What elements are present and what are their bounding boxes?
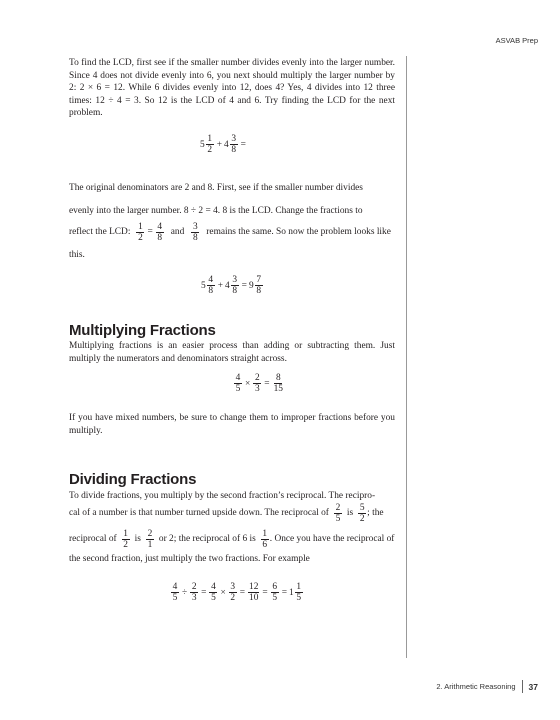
fraction: $\frac{4}{8}$ (157, 221, 163, 243)
whole-number: 5 (200, 139, 205, 150)
fraction: $\frac{12}{10}$ (249, 582, 259, 603)
text-span: and (170, 227, 185, 237)
multiplying-paragraph: Multiplying fractions is an easier process than adding or subtracting them. Just multiply the numerators and denominators straight across. (69, 341, 395, 364)
fraction: $\frac{5}{2}$ (359, 502, 365, 524)
fraction: $\frac{8}{15}$ (273, 373, 283, 394)
times-operator: × (220, 587, 226, 598)
whole-number: 5 (201, 280, 206, 291)
equals-operator: = (147, 227, 153, 237)
equals-operator: = (201, 587, 207, 598)
text-span: is (134, 534, 141, 544)
whole-number: 4 (223, 139, 229, 150)
fraction: $\frac{2}{3}$ (191, 582, 197, 603)
text-span: cal of a number is that number turned upside down. The reciprocal of (69, 508, 329, 518)
fraction: $\frac{1}{5}$ (296, 582, 302, 603)
fraction: $\frac{4}{5}$ (211, 582, 216, 603)
footer-chapter: 2. Arithmetic Reasoning (436, 682, 516, 691)
divide-operator: ÷ (182, 587, 188, 598)
equals-operator: = (262, 587, 268, 598)
equals-operator: = (241, 280, 247, 291)
lcd-problem-equation (200, 134, 248, 155)
plus-operator: + (217, 280, 223, 291)
equals-operator: = (281, 587, 288, 598)
lcd-explain-line-1: The original denominators are 2 and 8. First, see if the smaller number divides (69, 183, 363, 193)
dividing-line-1: To divide fractions, you multiply by the second fraction’s reciprocal. The recipro- (69, 490, 376, 501)
equals-operator: = (264, 378, 270, 389)
fraction: $\frac{1}{2}$ (138, 221, 143, 243)
fraction: $\frac{1}{2}$ (123, 528, 128, 550)
multiplying-example-equation (233, 373, 285, 394)
equals-operator: = (239, 587, 246, 598)
fraction: $\frac{3}{2}$ (230, 582, 236, 603)
whole-number: 1 (289, 587, 294, 598)
page-footer (436, 680, 538, 693)
fraction: $\frac{1}{6}$ (262, 528, 268, 550)
running-header: ASVAB Prep (495, 36, 538, 45)
multiplying-note: If you have mixed numbers, be sure to change them to improper fractions before you multiply. (69, 413, 395, 436)
whole-number: 9 (248, 280, 254, 291)
text-span: reciprocal of (69, 534, 117, 544)
lcd-explain-line-3 (69, 219, 395, 245)
multiplying-heading: Multiplying Fractions (69, 322, 216, 339)
equals-operator: = (240, 139, 246, 150)
lcd-explain-line-4: this. (69, 250, 85, 260)
dividing-line-4: the second fraction, just multiply the two fractions. For example (69, 554, 310, 564)
text-span: ; the (367, 508, 384, 518)
fraction: $\frac{4}{5}$ (172, 582, 178, 603)
dividing-line-2 (69, 500, 395, 526)
dividing-heading: Dividing Fractions (69, 471, 197, 488)
text-span: or 2; the reciprocal of 6 is (158, 534, 256, 544)
fraction: $\frac{1}{2}$ (207, 134, 213, 155)
fraction: $\frac{7}{8}$ (256, 275, 261, 296)
text-span: remains the same. So now the problem looks like (206, 227, 391, 237)
whole-number: 4 (224, 280, 230, 291)
plus-operator: + (216, 139, 222, 150)
lcd-solution-equation (201, 275, 264, 296)
fraction: $\frac{3}{8}$ (231, 134, 237, 155)
lcd-explain-line-2: evenly into the larger number. 8 ÷ 2 = 4. 8 is the LCD. Change the fractions to (69, 206, 363, 216)
fraction: $\frac{3}{8}$ (192, 221, 198, 243)
margin-rule (406, 56, 407, 658)
text-span: is (346, 508, 354, 518)
fraction: $\frac{6}{5}$ (272, 582, 278, 603)
fraction: $\frac{3}{8}$ (232, 275, 238, 296)
fraction: $\frac{4}{8}$ (208, 275, 214, 296)
dividing-line-3 (69, 526, 395, 552)
fraction: $\frac{2}{1}$ (147, 528, 153, 550)
page-number: 37 (528, 681, 538, 692)
footer-divider (522, 680, 523, 693)
lcd-intro-paragraph: To find the LCD, first see if the smaller number divides evenly into the larger number. Since 4 does not divide evenly into 6, you next should multiply the larger number by 2: 2 × 6 = 12. While 6 divides evenly into 12, does 4? Yes, 4 divides into 12 three times: 12 ÷ 4 = 3. So 12 is the LCD of 4 and 6. Try finding the LCD for the next problem. (69, 58, 395, 119)
fraction: $\frac{2}{3}$ (254, 373, 260, 394)
text-span: reflect the LCD: (69, 227, 131, 237)
fraction: $\frac{2}{5}$ (335, 502, 341, 524)
times-operator: × (245, 378, 251, 389)
text-span: . Once you have the reciprocal of (269, 534, 395, 544)
dividing-example-equation (170, 582, 304, 603)
fraction: $\frac{4}{5}$ (235, 373, 241, 394)
